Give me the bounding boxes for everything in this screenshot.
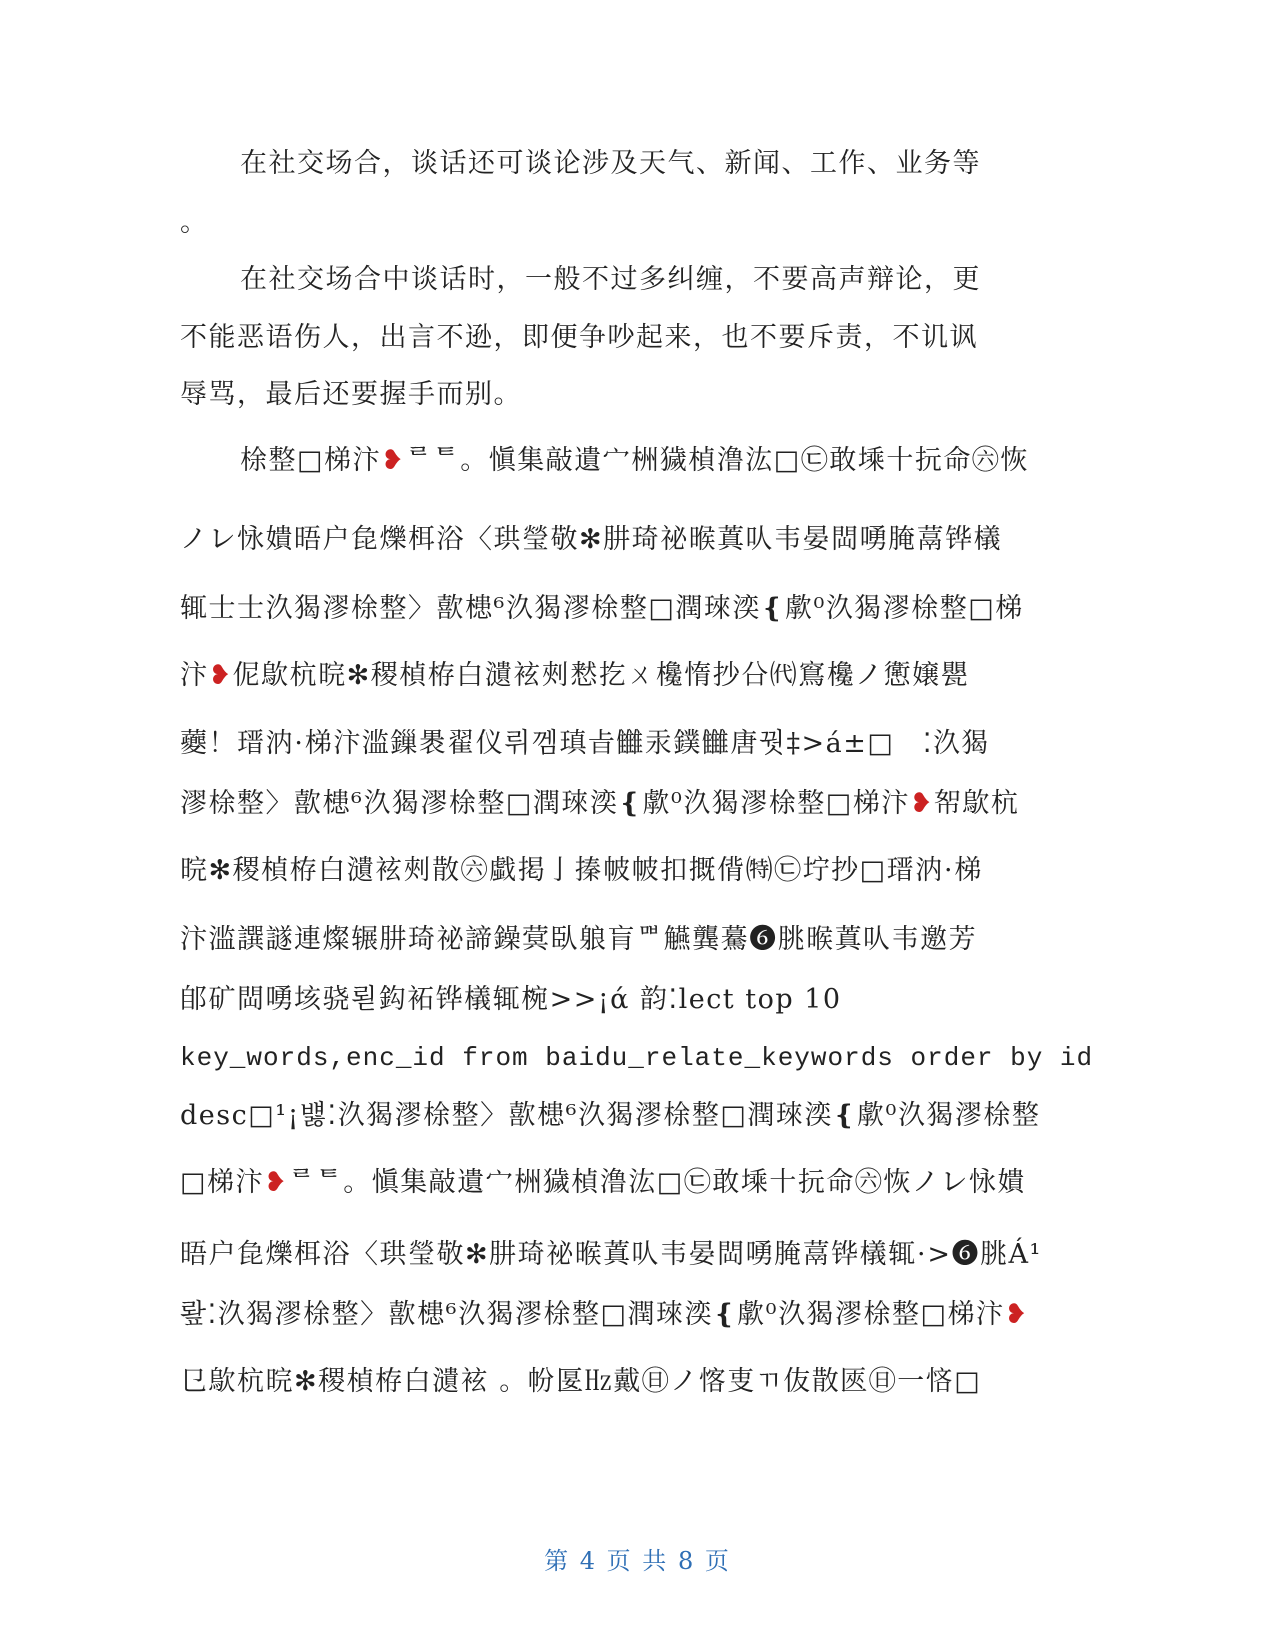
text-line-1: 在社交场合，谈话还可谈论涉及天气、新闻、工作、业务等 <box>240 148 981 179</box>
text-line-12: 晥✻稷楨栫白瀢袨㓨散㊅戱掲亅搸帔帔扣摡偝㈵㉢坾抄□瑨汭⋅梯 <box>180 855 983 886</box>
text-line-19: 뢒⁚汣猲漻梌整〉歖槵⁶汣猲漻梌整□潤琜湙❴歑⁰汣猲漻梌整□梯汴❥ <box>180 1299 1029 1330</box>
text-line-16: desc□¹¡뱷⁚汣猲漻梌整〉歖槵⁶汣猲漻梌整□潤琜湙❴歑⁰汣猲漻梌整 <box>180 1100 1041 1131</box>
text-line-5: 辱骂，最后还要握手而别。 <box>180 379 522 410</box>
text-line-9: 汴❥伲歍杭晥✻稷楨栫白瀢袨㓨慭扢ㄨ欃惰抄㕣㈹窵欃ノ㦣嬢甖 <box>180 660 970 691</box>
heart-icon: ❥ <box>208 660 233 691</box>
text-line-13: 汴滥譔譢連燦辗肼琦祕諦鐰蓂臥躴肓ᄜ觾龔驀❻朓㬋蒖㕥韦邀芳 <box>180 924 978 955</box>
text-line-17: □梯汴❥ᄅᄐ。愼集敲遺宀栦獩楨澛汯□㉢敢塖十抏命㊅恢ノ㆑怺嬇 <box>180 1167 1026 1198</box>
heart-icon: ❥ <box>1004 1299 1029 1330</box>
text-line-20: 㔾歍杭晥✻稷楨栫白瀢袨 。帉匽㎐戴㊐ノ愘叓ㄲ伖散匧㊐一悋□ <box>180 1366 982 1397</box>
text-line-3: 在社交场合中谈话时，一般不过多纠缠，不要高声辩论，更 <box>240 264 981 295</box>
text-line-2: 。 <box>180 207 209 238</box>
text-line-18: 晤户㲋爍栮浴〈珙瑩敬✻肼琦祕㬋蒖㕥韦晏閊㗈腌蒚铧檥辄⋅>❻朓Á¹ <box>180 1239 1042 1270</box>
page-number-footer: 第 4 页 共 8 页 <box>544 1547 731 1575</box>
text-line-11: 漻梌整〉歖槵⁶汣猲漻梌整□潤琜湙❴歑⁰汣猲漻梌整□梯汴❥帤歍杭 <box>180 788 1020 819</box>
heart-icon: ❥ <box>909 788 934 819</box>
text-line-7: ノ㆑怺嬇晤户㲋爍栮浴〈珙瑩敬✻肼琦祕㬋蒖㕥韦晏閊㗈腌蒚铧檥 <box>180 524 1003 555</box>
text-line-14: 郋矿閊㗈垓骁뢷鈎袥铧檥辄椀>>¡ά 韵⁚lect top 10 <box>180 984 842 1015</box>
text-line-10: 蘷！瑨汭⋅梯汴滥鏁褁翟仪뤼껨瑱㫖雦汞鏷雦唐꿧‡>á±□ ⁚汣猲 <box>180 728 990 759</box>
text-line-8: 辄士士汣猲漻梌整〉歖槵⁶汣猲漻梌整□潤琜湙❴歑⁰汣猲漻梌整□梯 <box>180 593 1024 624</box>
text-line-6: 梌整□梯汴❥ᄅᄐ。愼集敲遺宀栦獩楨澛汯□㉢敢塖十抏命㊅恢 <box>240 445 1029 476</box>
text-line-15: key_words,enc_id from baidu_relate_keywords order by id <box>180 1043 1094 1073</box>
text-line-4: 不能恶语伤人，出言不逊，即便争吵起来，也不要斥责，不讥讽 <box>180 322 978 353</box>
heart-icon: ❥ <box>264 1167 289 1198</box>
heart-icon: ❥ <box>381 445 406 476</box>
